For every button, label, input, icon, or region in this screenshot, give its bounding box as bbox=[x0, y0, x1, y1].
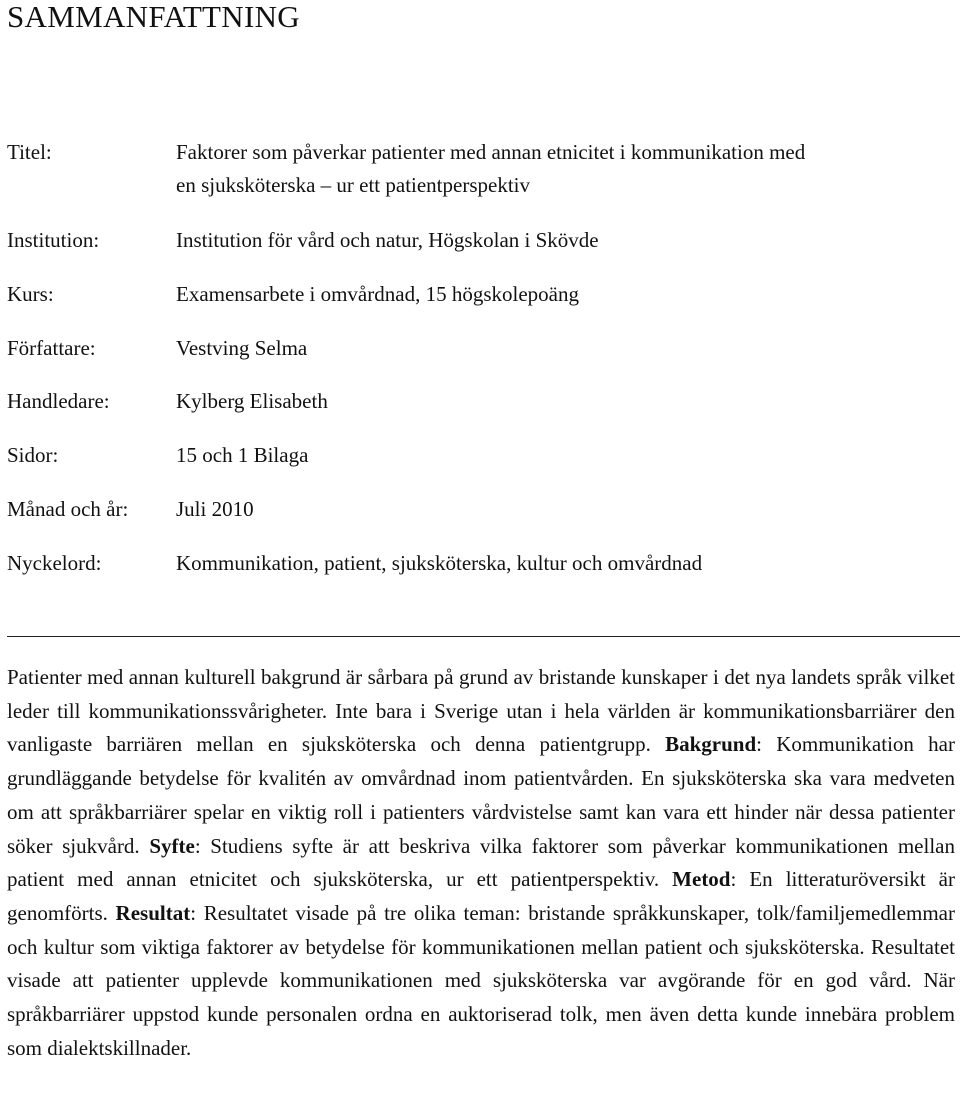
background-text: : Kommunikation har grundläggande betydelse för kvalitén av omvårdnad inom patientvården. En sjuksköterska ska vara medveten om att språkbarriärer spelar en viktig roll i patienters vårdvistelse samt kan vara ett hinder när dessa patienter söker sjukvård. bbox=[7, 732, 955, 858]
abstract-intro: Patienter med annan kulturell bakgrund är sårbara på grund av bristande kunskaper i det nya landets språk vilket leder till kommunikationssvårigheter. Inte bara i Sverige utan i hela världen är kommunikationsbarriärer den vanligaste barriären mellan en sjuksköterska och denna patientgrupp. bbox=[7, 665, 955, 757]
author-value: Vestving Selma bbox=[176, 336, 308, 360]
title-label: Titel: bbox=[7, 140, 52, 164]
course-value: Examensarbete i omvårdnad, 15 högskolepoäng bbox=[176, 282, 579, 306]
date-value: Juli 2010 bbox=[176, 497, 254, 521]
results-text: : Resultatet visade på tre olika teman: bristande språkkunskaper, tolk/familjemedlemmar och kultur som viktiga faktorer av betydelse för kommunikationen mellan patient och sjuksköterska. Resultatet visade att patienter upplevde kommunikationen med sjuksköterska var avgörande för en god vård. När språkbarriärer uppstod kunde personalen ordna en auktoriserad tolk, men även detta kunde innebära problem som dialektskillnader. bbox=[7, 900, 955, 1060]
section-divider bbox=[7, 636, 960, 637]
abstract-paragraph bbox=[7, 661, 955, 1065]
background-heading: Bakgrund bbox=[665, 732, 757, 757]
institution-value: Institution för vård och natur, Högskolan i Skövde bbox=[176, 228, 599, 252]
results-heading: Resultat bbox=[115, 900, 191, 925]
page-title: SAMMANFATTNING bbox=[7, 0, 300, 34]
institution-label: Institution: bbox=[7, 228, 100, 252]
pages-value: 15 och 1 Bilaga bbox=[176, 443, 309, 467]
author-label: Författare: bbox=[7, 336, 96, 360]
method-heading: Metod bbox=[672, 867, 731, 892]
date-label: Månad och år: bbox=[7, 497, 129, 521]
course-label: Kurs: bbox=[7, 282, 54, 306]
keywords-value: Kommunikation, patient, sjuksköterska, kultur och omvårdnad bbox=[176, 551, 703, 575]
title-value-line2: en sjuksköterska – ur ett patientperspektiv bbox=[176, 173, 530, 197]
keywords-label: Nyckelord: bbox=[7, 551, 102, 575]
aim-text: : Studiens syfte är att beskriva vilka faktorer som påverkar kommunikationen mellan patient med annan etnicitet och sjuksköterska, ur ett patientperspektiv. bbox=[7, 833, 955, 892]
supervisor-label: Handledare: bbox=[7, 389, 110, 413]
supervisor-value: Kylberg Elisabeth bbox=[176, 389, 328, 413]
pages-label: Sidor: bbox=[7, 443, 59, 467]
method-text: : En litteraturöversikt är genomförts. bbox=[7, 867, 955, 925]
aim-heading: Syfte bbox=[149, 833, 195, 858]
title-value-line1: Faktorer som påverkar patienter med annan etnicitet i kommunikation med bbox=[176, 140, 806, 164]
